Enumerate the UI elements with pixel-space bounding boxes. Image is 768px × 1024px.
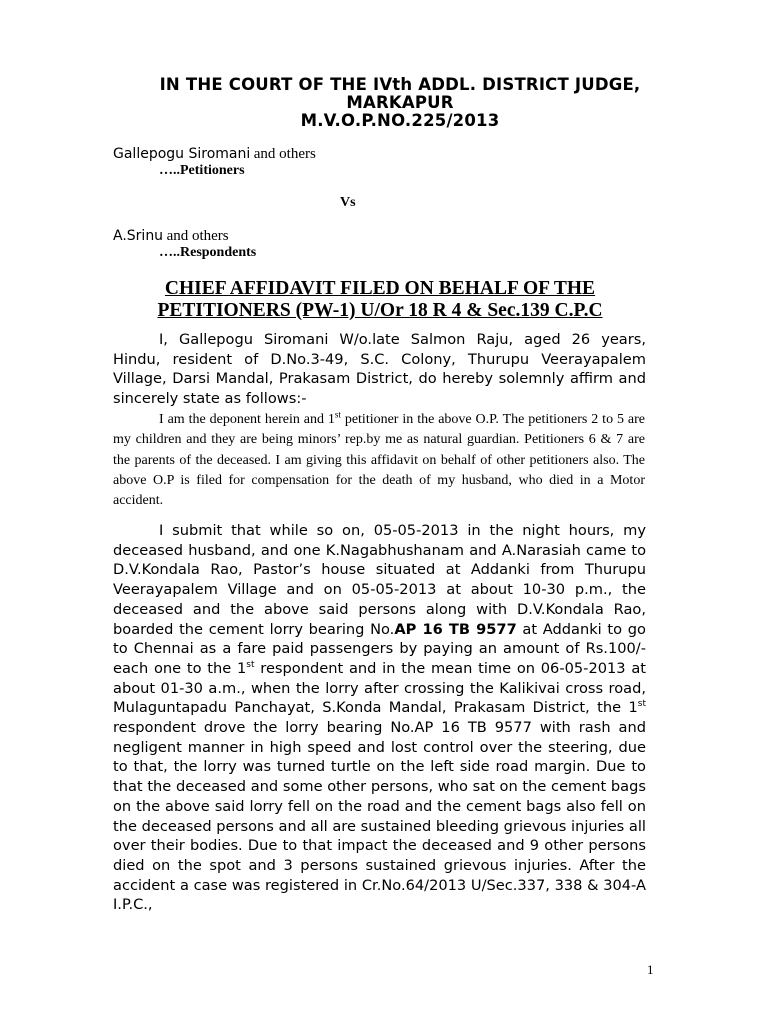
- para3-text-a: I submit that while so on, 05-05-2013 in the night hours, my deceased husband, and one K.Nagabhushanam and A.Narasiah came to D.V.Kondala Rao, Pastor’s house situated at Addanki from Thurupu Veerayapalem Village and on 05-05-2013 at about 10-30 p.m., the deceased and the above said persons along with D.V.Kondala Rao, boarded the cement lorry bearing No.: [113, 522, 646, 638]
- page-number: 1: [647, 962, 654, 977]
- para3-superscript-2: st: [637, 699, 646, 710]
- affidavit-title-line2: PETITIONERS (PW-1) U/Or 18 R 4 & Sec.139 C.P.C: [157, 300, 603, 321]
- para3-text-c: respondent and in the mean time on 06-05-2013 at about 01-30 a.m., when the lorry after crossing the Kalikivai cross road, Mulaguntapadu Panchayat, S.Konda Mandal, Prakasam District, the 1: [113, 659, 647, 717]
- respondent-name: A.Srinu: [113, 228, 164, 244]
- respondents-label: …..Respondents: [159, 245, 257, 260]
- deponent-statement-paragraph: [113, 410, 645, 511]
- para3-text-d: respondent drove the lorry bearing No.AP 16 TB 9577 with rash and negligent manner in high speed and lost control over the steering, due to that, the lorry was turned turtle on the left side road margin. Due to that the deceased and some other persons, who sat on the cement bags on the above said lorry fell on the road and the cement bags also fell on the deceased persons and all are sustained bleeding grievous injuries all over their bodies. Due to that impact the deceased and 9 other persons died on the spot and 3 persons sustained grievous injuries. After the accident a case was registered in Cr.No.64/2013 U/Sec.337, 338 & 304-A I.P.C.,: [113, 719, 646, 914]
- affidavit-title-line1: CHIEF AFFIDAVIT FILED ON BEHALF OF THE: [164, 278, 596, 299]
- accident-facts-paragraph: [113, 521, 646, 915]
- respondent-and-others: and others: [166, 228, 229, 244]
- respondent-line: [113, 228, 229, 245]
- versus-label: Vs: [340, 195, 356, 210]
- petitioners-label: …..Petitioners: [159, 163, 245, 178]
- court-heading-place: MARKAPUR: [346, 93, 454, 112]
- case-number: M.V.O.P.NO.225/2013: [300, 111, 500, 130]
- para2-text-b: petitioner in the above O.P. The petitioners 2 to 5 are my children and they are being minors’ rep.by me as natural guardian. Petitioners 6 & 7 are the parents of the deceased. I am giving this affidavit on behalf of other petitioners also. The above O.P is filed for compensation for the death of my husband, who died in a Motor accident.: [113, 412, 645, 509]
- deponent-intro-paragraph: I, Gallepogu Siromani W/o.late Salmon Raju, aged 26 years, Hindu, resident of D.No.3-49, S.C. Colony, Thurupu Veerayapalem Village, Darsi Mandal, Prakasam District, do hereby solemnly affirm and sincerely state as follows:-: [113, 331, 646, 408]
- court-heading-line1: IN THE COURT OF THE IVth ADDL. DISTRICT JUDGE,: [159, 75, 641, 94]
- para2-superscript: st: [334, 409, 341, 420]
- para2-text-a: I am the deponent herein and 1: [159, 412, 335, 427]
- petitioner-name: Gallepogu Siromani: [113, 146, 251, 162]
- petitioner-and-others: and others: [253, 146, 316, 162]
- vehicle-number: AP 16 TB 9577: [394, 620, 517, 638]
- para3-superscript-1: st: [246, 660, 255, 671]
- petitioner-line: [113, 146, 316, 163]
- para3-text-b: at Addanki to go to Chennai as a fare paid passengers by paying an amount of Rs.100/- each one to the 1: [113, 620, 646, 677]
